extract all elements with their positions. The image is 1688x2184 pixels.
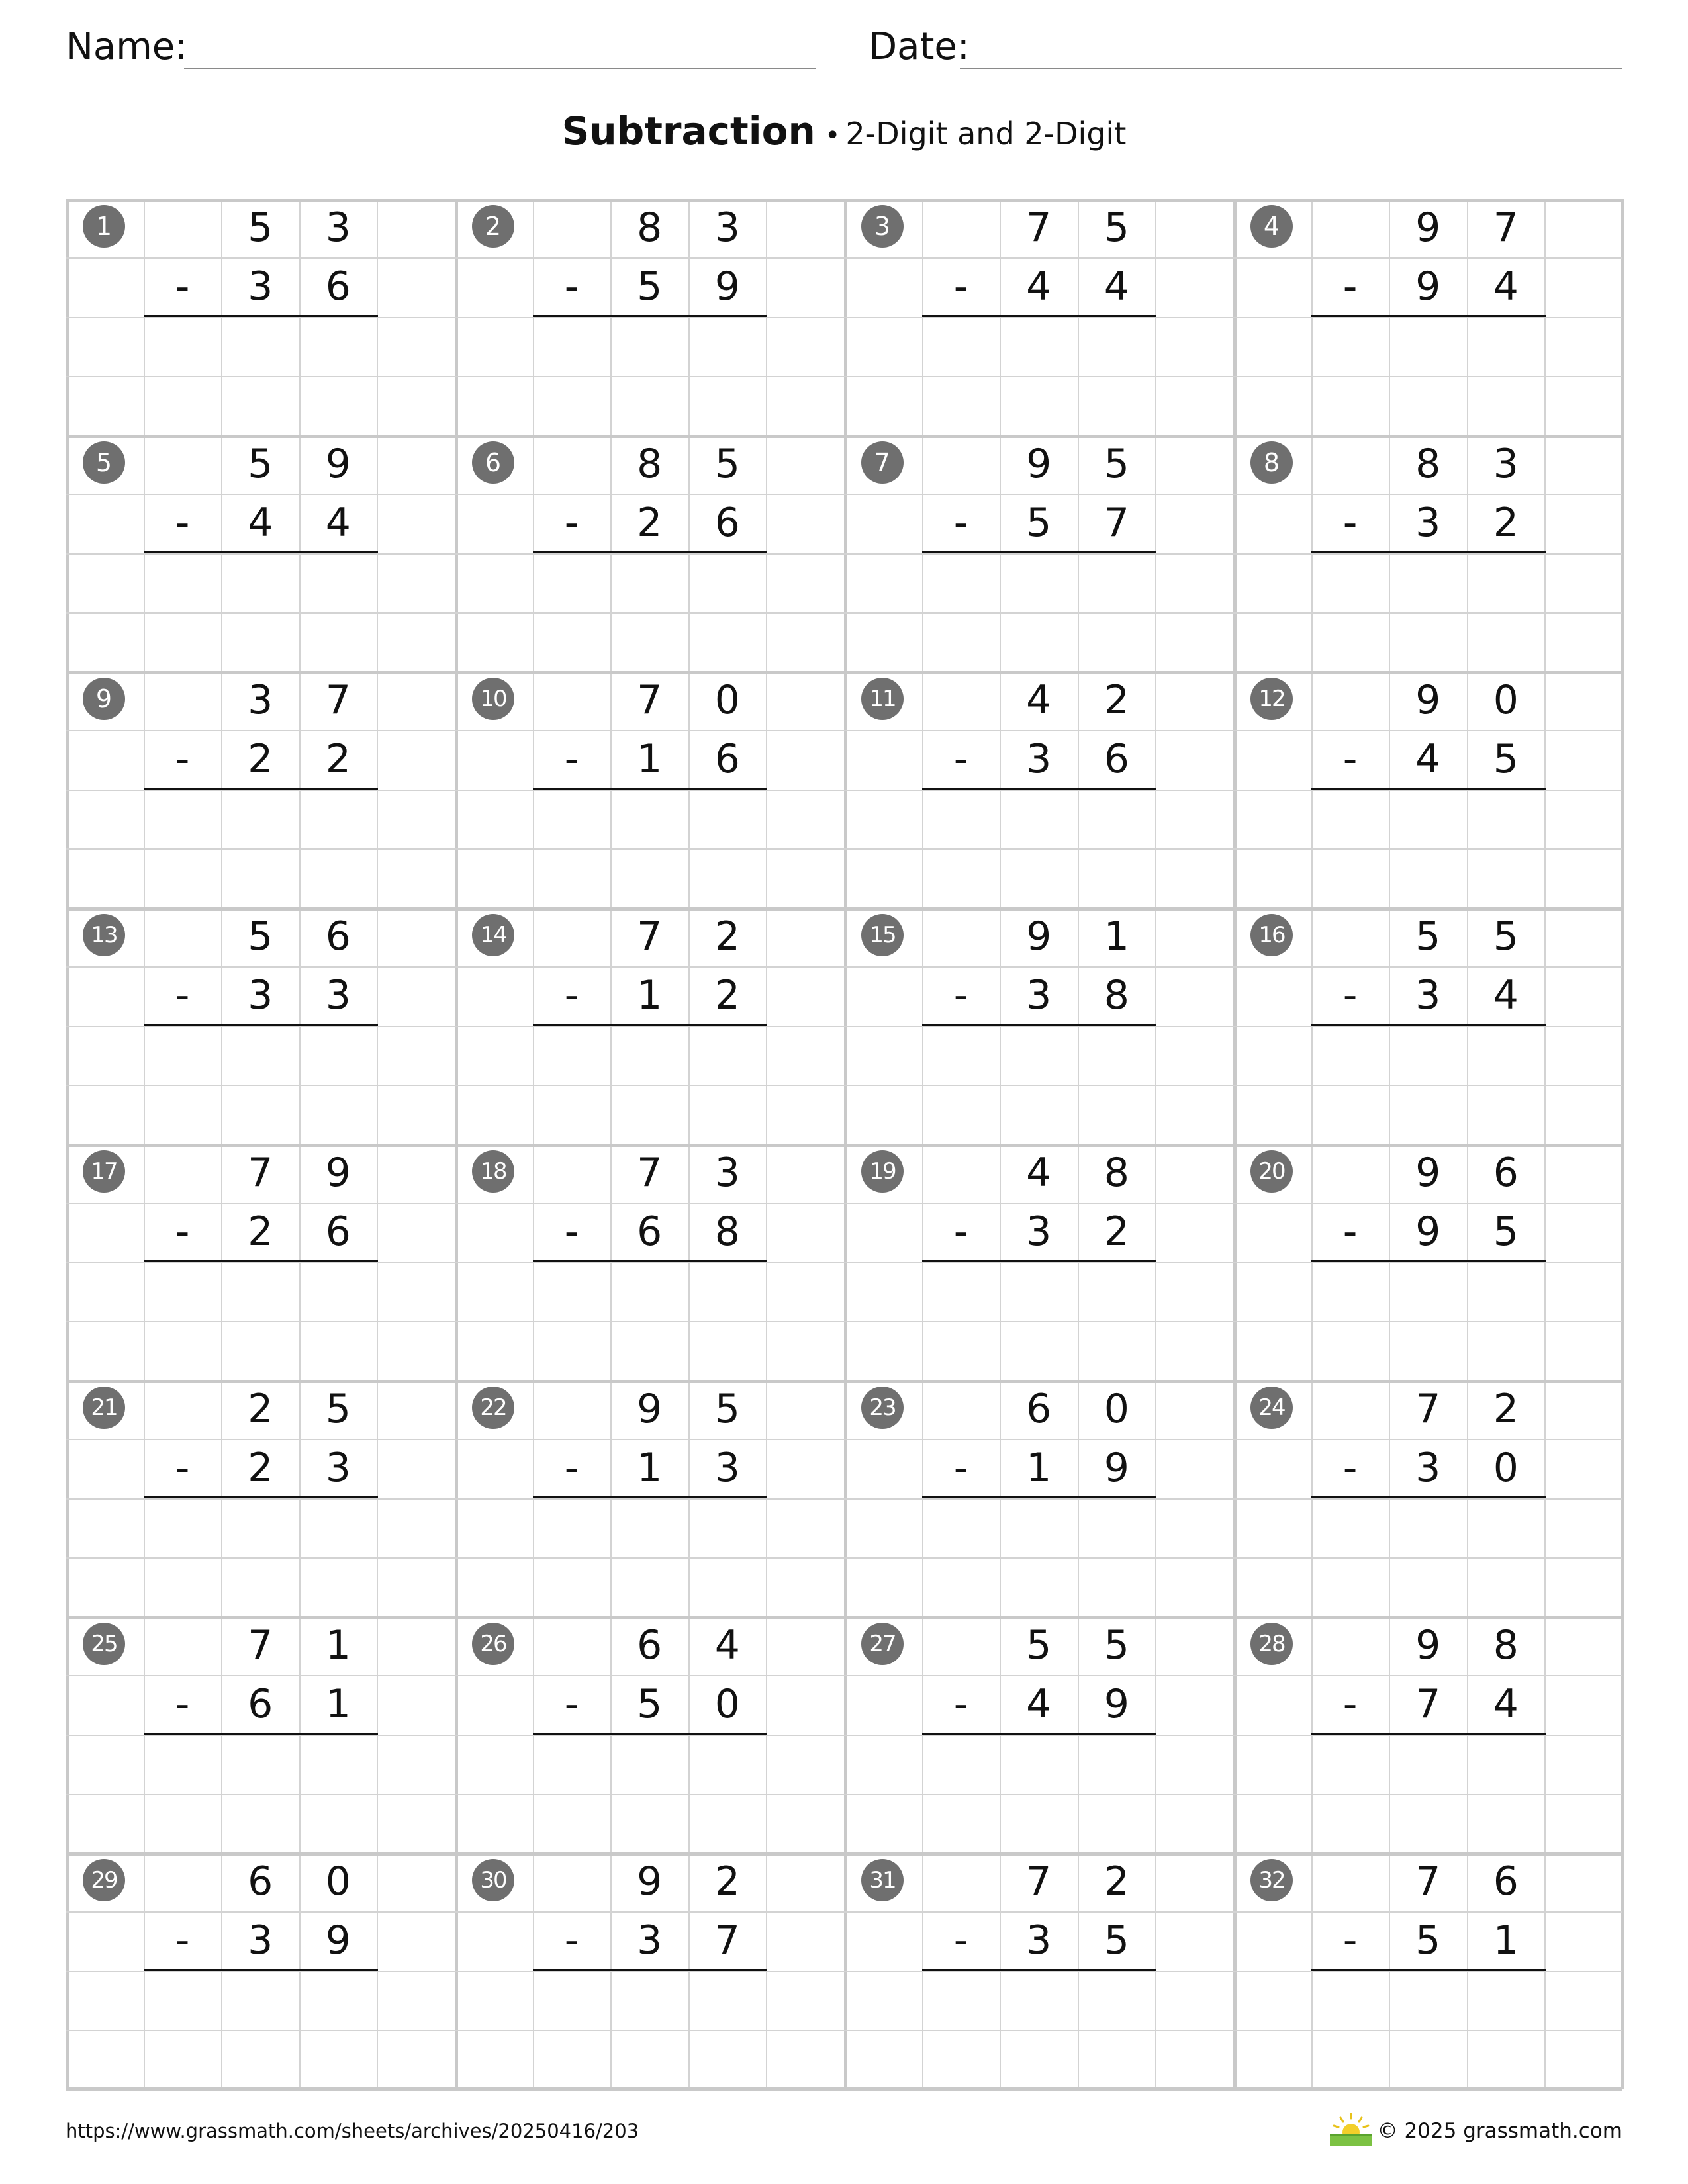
problem-number-badge: 27 xyxy=(861,1623,904,1665)
problem-number-badge: 17 xyxy=(83,1150,125,1193)
minus-sign: - xyxy=(953,263,968,310)
subtrahend-ones-digit: 2 xyxy=(325,736,351,783)
subtrahend-ones-digit: 9 xyxy=(1103,1681,1129,1728)
title-main: Subtraction xyxy=(561,109,816,154)
minus-sign: - xyxy=(1342,972,1358,1019)
minuend-tens-digit: 6 xyxy=(1026,1386,1052,1432)
minuend-ones-digit: 5 xyxy=(1103,441,1129,487)
subtrahend-tens-digit: 3 xyxy=(248,1917,273,1964)
minuend-ones-digit: 9 xyxy=(325,1150,351,1196)
minuend-ones-digit: 2 xyxy=(1493,1386,1519,1432)
problem-21 xyxy=(66,1380,455,1616)
minuend-tens-digit: 5 xyxy=(248,205,273,251)
problem-6 xyxy=(455,435,844,671)
minus-sign: - xyxy=(175,500,190,547)
subtrahend-ones-digit: 3 xyxy=(714,1445,740,1492)
minuend-tens-digit: 9 xyxy=(1415,205,1441,251)
subtrahend-tens-digit: 3 xyxy=(1415,500,1441,547)
subtrahend-tens-digit: 3 xyxy=(1026,1208,1052,1255)
subtrahend-ones-digit: 0 xyxy=(714,1681,740,1728)
subtrahend-tens-digit: 7 xyxy=(1415,1681,1441,1728)
answer-area[interactable] xyxy=(144,317,377,435)
minus-sign: - xyxy=(564,1681,579,1728)
minuend-tens-digit: 8 xyxy=(637,205,663,251)
minuend-ones-digit: 4 xyxy=(714,1622,740,1668)
answer-area[interactable] xyxy=(922,1735,1156,1853)
answer-area[interactable] xyxy=(922,1262,1156,1381)
problem-8 xyxy=(1233,435,1622,671)
problem-25 xyxy=(66,1616,455,1852)
subtrahend-ones-digit: 7 xyxy=(1103,500,1129,547)
answer-area[interactable] xyxy=(1311,1026,1545,1144)
problem-grid xyxy=(66,199,1622,2089)
subtrahend-ones-digit: 3 xyxy=(325,1445,351,1492)
minuend-tens-digit: 5 xyxy=(1026,1622,1052,1668)
minuend-tens-digit: 9 xyxy=(637,1858,663,1905)
problem-1 xyxy=(66,199,455,435)
subtrahend-tens-digit: 5 xyxy=(637,1681,663,1728)
problem-number-badge: 19 xyxy=(861,1150,904,1193)
subtrahend-ones-digit: 4 xyxy=(1493,263,1519,310)
problem-24 xyxy=(1233,1380,1622,1616)
answer-area[interactable] xyxy=(533,1026,767,1144)
minuend-tens-digit: 7 xyxy=(637,677,663,723)
answer-area[interactable] xyxy=(922,1971,1156,2089)
answer-area[interactable] xyxy=(144,1971,377,2089)
subtrahend-tens-digit: 6 xyxy=(248,1681,273,1728)
minuend-ones-digit: 9 xyxy=(325,441,351,487)
minuend-tens-digit: 2 xyxy=(248,1386,273,1432)
subtrahend-ones-digit: 8 xyxy=(1103,972,1129,1019)
problem-number-badge: 12 xyxy=(1250,678,1293,720)
answer-area[interactable] xyxy=(144,553,377,672)
minuend-ones-digit: 5 xyxy=(1103,205,1129,251)
grass-sun-logo-icon xyxy=(1327,2113,1375,2147)
minuend-ones-digit: 0 xyxy=(714,677,740,723)
minuend-ones-digit: 3 xyxy=(325,205,351,251)
minus-sign: - xyxy=(175,1917,190,1964)
subtrahend-tens-digit: 3 xyxy=(248,263,273,310)
subtrahend-tens-digit: 3 xyxy=(1026,736,1052,783)
subtrahend-ones-digit: 5 xyxy=(1493,1208,1519,1255)
minuend-ones-digit: 2 xyxy=(1103,1858,1129,1905)
subtrahend-tens-digit: 4 xyxy=(248,500,273,547)
problem-number-badge: 6 xyxy=(472,441,514,484)
answer-area[interactable] xyxy=(922,1498,1156,1617)
subtrahend-ones-digit: 5 xyxy=(1103,1917,1129,1964)
minuend-ones-digit: 5 xyxy=(714,441,740,487)
title-subtitle: 2-Digit and 2-Digit xyxy=(845,116,1127,152)
problem-number-badge: 4 xyxy=(1250,205,1293,248)
minuend-ones-digit: 0 xyxy=(1103,1386,1129,1432)
subtrahend-ones-digit: 9 xyxy=(1103,1445,1129,1492)
subtrahend-ones-digit: 2 xyxy=(1103,1208,1129,1255)
answer-area[interactable] xyxy=(922,553,1156,672)
problem-number-badge: 11 xyxy=(861,678,904,720)
minuend-ones-digit: 3 xyxy=(1493,441,1519,487)
problem-number-badge: 32 xyxy=(1250,1859,1293,1901)
subtrahend-ones-digit: 4 xyxy=(1493,972,1519,1019)
subtrahend-tens-digit: 2 xyxy=(248,736,273,783)
minus-sign: - xyxy=(564,1445,579,1492)
subtrahend-tens-digit: 3 xyxy=(1415,1445,1441,1492)
problem-23 xyxy=(844,1380,1233,1616)
problem-18 xyxy=(455,1144,844,1380)
answer-area[interactable] xyxy=(533,317,767,435)
problem-15 xyxy=(844,907,1233,1144)
subtrahend-tens-digit: 2 xyxy=(637,500,663,547)
minus-sign: - xyxy=(1342,1208,1358,1255)
answer-area[interactable] xyxy=(533,553,767,672)
problem-13 xyxy=(66,907,455,1144)
minuend-tens-digit: 5 xyxy=(248,913,273,960)
minus-sign: - xyxy=(1342,1445,1358,1492)
minus-sign: - xyxy=(953,1917,968,1964)
minus-sign: - xyxy=(953,1208,968,1255)
minus-sign: - xyxy=(1342,500,1358,547)
minuend-tens-digit: 9 xyxy=(1026,913,1052,960)
minuend-tens-digit: 6 xyxy=(248,1858,273,1905)
minuend-ones-digit: 0 xyxy=(325,1858,351,1905)
subtrahend-ones-digit: 5 xyxy=(1493,736,1519,783)
answer-area[interactable] xyxy=(1311,317,1545,435)
problem-9 xyxy=(66,671,455,907)
subtrahend-tens-digit: 3 xyxy=(1026,1917,1052,1964)
answer-area[interactable] xyxy=(533,1971,767,2089)
minuend-tens-digit: 7 xyxy=(1415,1386,1441,1432)
subtrahend-ones-digit: 1 xyxy=(1493,1917,1519,1964)
minus-sign: - xyxy=(953,500,968,547)
minus-sign: - xyxy=(564,1208,579,1255)
minus-sign: - xyxy=(175,1681,190,1728)
minus-sign: - xyxy=(564,1917,579,1964)
subtrahend-tens-digit: 4 xyxy=(1026,1681,1052,1728)
problem-number-badge: 5 xyxy=(83,441,125,484)
problem-5 xyxy=(66,435,455,671)
minuend-ones-digit: 6 xyxy=(325,913,351,960)
problem-11 xyxy=(844,671,1233,907)
minuend-ones-digit: 7 xyxy=(325,677,351,723)
answer-area[interactable] xyxy=(533,1498,767,1617)
answer-area[interactable] xyxy=(533,1735,767,1853)
problem-3 xyxy=(844,199,1233,435)
problem-number-badge: 22 xyxy=(472,1387,514,1429)
subtrahend-ones-digit: 0 xyxy=(1493,1445,1519,1492)
minus-sign: - xyxy=(953,736,968,783)
date-field-line[interactable] xyxy=(960,68,1622,69)
subtrahend-tens-digit: 3 xyxy=(248,972,273,1019)
minuend-tens-digit: 6 xyxy=(637,1622,663,1668)
subtrahend-ones-digit: 6 xyxy=(325,263,351,310)
minuend-tens-digit: 8 xyxy=(1415,441,1441,487)
subtrahend-tens-digit: 9 xyxy=(1415,1208,1441,1255)
subtrahend-ones-digit: 4 xyxy=(325,500,351,547)
problem-number-badge: 1 xyxy=(83,205,125,248)
subtrahend-tens-digit: 5 xyxy=(1415,1917,1441,1964)
minuend-ones-digit: 7 xyxy=(1493,205,1519,251)
subtrahend-tens-digit: 5 xyxy=(1026,500,1052,547)
minuend-tens-digit: 9 xyxy=(1026,441,1052,487)
minuend-tens-digit: 4 xyxy=(1026,1150,1052,1196)
subtrahend-ones-digit: 9 xyxy=(325,1917,351,1964)
minus-sign: - xyxy=(564,736,579,783)
answer-area[interactable] xyxy=(1311,1971,1545,2089)
answer-area[interactable] xyxy=(1311,1498,1545,1617)
problem-number-badge: 9 xyxy=(83,678,125,720)
problem-30 xyxy=(455,1852,844,2089)
minuend-ones-digit: 1 xyxy=(325,1622,351,1668)
problem-4 xyxy=(1233,199,1622,435)
minus-sign: - xyxy=(564,500,579,547)
minuend-tens-digit: 7 xyxy=(637,1150,663,1196)
subtrahend-ones-digit: 6 xyxy=(325,1208,351,1255)
problem-7 xyxy=(844,435,1233,671)
answer-area[interactable] xyxy=(144,1262,377,1381)
problem-number-badge: 31 xyxy=(861,1859,904,1901)
problem-20 xyxy=(1233,1144,1622,1380)
minus-sign: - xyxy=(1342,1681,1358,1728)
problem-32 xyxy=(1233,1852,1622,2089)
subtrahend-tens-digit: 4 xyxy=(1026,263,1052,310)
answer-area[interactable] xyxy=(1311,553,1545,672)
subtrahend-tens-digit: 1 xyxy=(637,736,663,783)
minuend-ones-digit: 2 xyxy=(714,913,740,960)
minuend-tens-digit: 3 xyxy=(248,677,273,723)
problem-16 xyxy=(1233,907,1622,1144)
problem-number-badge: 10 xyxy=(472,678,514,720)
minuend-tens-digit: 9 xyxy=(637,1386,663,1432)
problem-number-badge: 29 xyxy=(83,1859,125,1901)
answer-area[interactable] xyxy=(922,790,1156,908)
subtrahend-tens-digit: 2 xyxy=(248,1208,273,1255)
subtrahend-ones-digit: 9 xyxy=(714,263,740,310)
problem-number-badge: 30 xyxy=(472,1859,514,1901)
subtrahend-tens-digit: 9 xyxy=(1415,263,1441,310)
answer-area[interactable] xyxy=(922,317,1156,435)
answer-area[interactable] xyxy=(144,1026,377,1144)
minuend-tens-digit: 8 xyxy=(637,441,663,487)
problem-number-badge: 26 xyxy=(472,1623,514,1665)
minus-sign: - xyxy=(953,972,968,1019)
answer-area[interactable] xyxy=(533,790,767,908)
minuend-tens-digit: 7 xyxy=(637,913,663,960)
subtrahend-ones-digit: 2 xyxy=(1493,500,1519,547)
problem-number-badge: 7 xyxy=(861,441,904,484)
minus-sign: - xyxy=(953,1445,968,1492)
minus-sign: - xyxy=(953,1681,968,1728)
problem-31 xyxy=(844,1852,1233,2089)
subtrahend-tens-digit: 1 xyxy=(637,972,663,1019)
minus-sign: - xyxy=(564,972,579,1019)
minuend-tens-digit: 9 xyxy=(1415,677,1441,723)
subtrahend-ones-digit: 1 xyxy=(325,1681,351,1728)
answer-area[interactable] xyxy=(144,1498,377,1617)
name-field-line[interactable] xyxy=(184,68,816,69)
minuend-tens-digit: 5 xyxy=(1415,913,1441,960)
problem-22 xyxy=(455,1380,844,1616)
date-label: Date: xyxy=(868,25,970,68)
answer-area[interactable] xyxy=(1311,1262,1545,1381)
problem-number-badge: 16 xyxy=(1250,914,1293,956)
minus-sign: - xyxy=(1342,263,1358,310)
minus-sign: - xyxy=(175,263,190,310)
minuend-ones-digit: 3 xyxy=(714,1150,740,1196)
subtrahend-ones-digit: 8 xyxy=(714,1208,740,1255)
problem-number-badge: 23 xyxy=(861,1387,904,1429)
problem-12 xyxy=(1233,671,1622,907)
minuend-tens-digit: 4 xyxy=(1026,677,1052,723)
minus-sign: - xyxy=(175,736,190,783)
minuend-ones-digit: 5 xyxy=(1103,1622,1129,1668)
problem-number-badge: 21 xyxy=(83,1387,125,1429)
minuend-ones-digit: 3 xyxy=(714,205,740,251)
problem-number-badge: 18 xyxy=(472,1150,514,1193)
subtrahend-tens-digit: 4 xyxy=(1415,736,1441,783)
minuend-tens-digit: 7 xyxy=(248,1150,273,1196)
minuend-ones-digit: 5 xyxy=(325,1386,351,1432)
problem-number-badge: 28 xyxy=(1250,1623,1293,1665)
subtrahend-tens-digit: 1 xyxy=(637,1445,663,1492)
minuend-tens-digit: 7 xyxy=(1026,1858,1052,1905)
problem-number-badge: 3 xyxy=(861,205,904,248)
subtrahend-ones-digit: 7 xyxy=(714,1917,740,1964)
subtrahend-ones-digit: 6 xyxy=(1103,736,1129,783)
subtrahend-ones-digit: 3 xyxy=(325,972,351,1019)
minuend-ones-digit: 2 xyxy=(714,1858,740,1905)
minuend-ones-digit: 5 xyxy=(714,1386,740,1432)
subtrahend-tens-digit: 5 xyxy=(637,263,663,310)
minuend-tens-digit: 7 xyxy=(248,1622,273,1668)
problem-number-badge: 13 xyxy=(83,914,125,956)
problem-number-badge: 15 xyxy=(861,914,904,956)
problem-28 xyxy=(1233,1616,1622,1852)
name-label: Name: xyxy=(66,25,188,68)
problem-27 xyxy=(844,1616,1233,1852)
subtrahend-tens-digit: 3 xyxy=(637,1917,663,1964)
subtrahend-tens-digit: 1 xyxy=(1026,1445,1052,1492)
subtrahend-tens-digit: 6 xyxy=(637,1208,663,1255)
minus-sign: - xyxy=(1342,1917,1358,1964)
minuend-tens-digit: 5 xyxy=(248,441,273,487)
answer-area[interactable] xyxy=(533,1262,767,1381)
minus-sign: - xyxy=(175,1445,190,1492)
answer-area[interactable] xyxy=(1311,1735,1545,1853)
subtrahend-tens-digit: 3 xyxy=(1415,972,1441,1019)
minus-sign: - xyxy=(175,972,190,1019)
problem-number-badge: 24 xyxy=(1250,1387,1293,1429)
footer-copyright: © 2025 grassmath.com xyxy=(1377,2119,1622,2143)
problem-number-badge: 20 xyxy=(1250,1150,1293,1193)
subtrahend-ones-digit: 6 xyxy=(714,736,740,783)
problem-17 xyxy=(66,1144,455,1380)
minuend-ones-digit: 0 xyxy=(1493,677,1519,723)
problem-19 xyxy=(844,1144,1233,1380)
minus-sign: - xyxy=(1342,736,1358,783)
minuend-ones-digit: 8 xyxy=(1103,1150,1129,1196)
subtrahend-tens-digit: 3 xyxy=(1026,972,1052,1019)
problem-number-badge: 14 xyxy=(472,914,514,956)
subtrahend-ones-digit: 4 xyxy=(1103,263,1129,310)
minuend-ones-digit: 6 xyxy=(1493,1858,1519,1905)
problem-10 xyxy=(455,671,844,907)
problem-number-badge: 25 xyxy=(83,1623,125,1665)
subtrahend-ones-digit: 2 xyxy=(714,972,740,1019)
answer-area[interactable] xyxy=(922,1026,1156,1144)
problem-number-badge: 2 xyxy=(472,205,514,248)
minuend-tens-digit: 9 xyxy=(1415,1150,1441,1196)
minuend-tens-digit: 9 xyxy=(1415,1622,1441,1668)
answer-area[interactable] xyxy=(144,790,377,908)
minuend-ones-digit: 1 xyxy=(1103,913,1129,960)
problem-2 xyxy=(455,199,844,435)
minuend-tens-digit: 7 xyxy=(1026,205,1052,251)
problem-26 xyxy=(455,1616,844,1852)
problem-29 xyxy=(66,1852,455,2089)
subtrahend-ones-digit: 6 xyxy=(714,500,740,547)
subtrahend-tens-digit: 2 xyxy=(248,1445,273,1492)
footer-url: https://www.grassmath.com/sheets/archives/20250416/203 xyxy=(66,2120,639,2142)
minuend-tens-digit: 7 xyxy=(1415,1858,1441,1905)
problem-14 xyxy=(455,907,844,1144)
minus-sign: - xyxy=(175,1208,190,1255)
title-separator: • xyxy=(824,120,841,151)
worksheet-title xyxy=(0,106,1688,166)
minus-sign: - xyxy=(564,263,579,310)
problem-number-badge: 8 xyxy=(1250,441,1293,484)
answer-area[interactable] xyxy=(1311,790,1545,908)
minuend-ones-digit: 5 xyxy=(1493,913,1519,960)
answer-area[interactable] xyxy=(144,1735,377,1853)
minuend-ones-digit: 6 xyxy=(1493,1150,1519,1196)
minuend-ones-digit: 8 xyxy=(1493,1622,1519,1668)
subtrahend-ones-digit: 4 xyxy=(1493,1681,1519,1728)
minuend-ones-digit: 2 xyxy=(1103,677,1129,723)
